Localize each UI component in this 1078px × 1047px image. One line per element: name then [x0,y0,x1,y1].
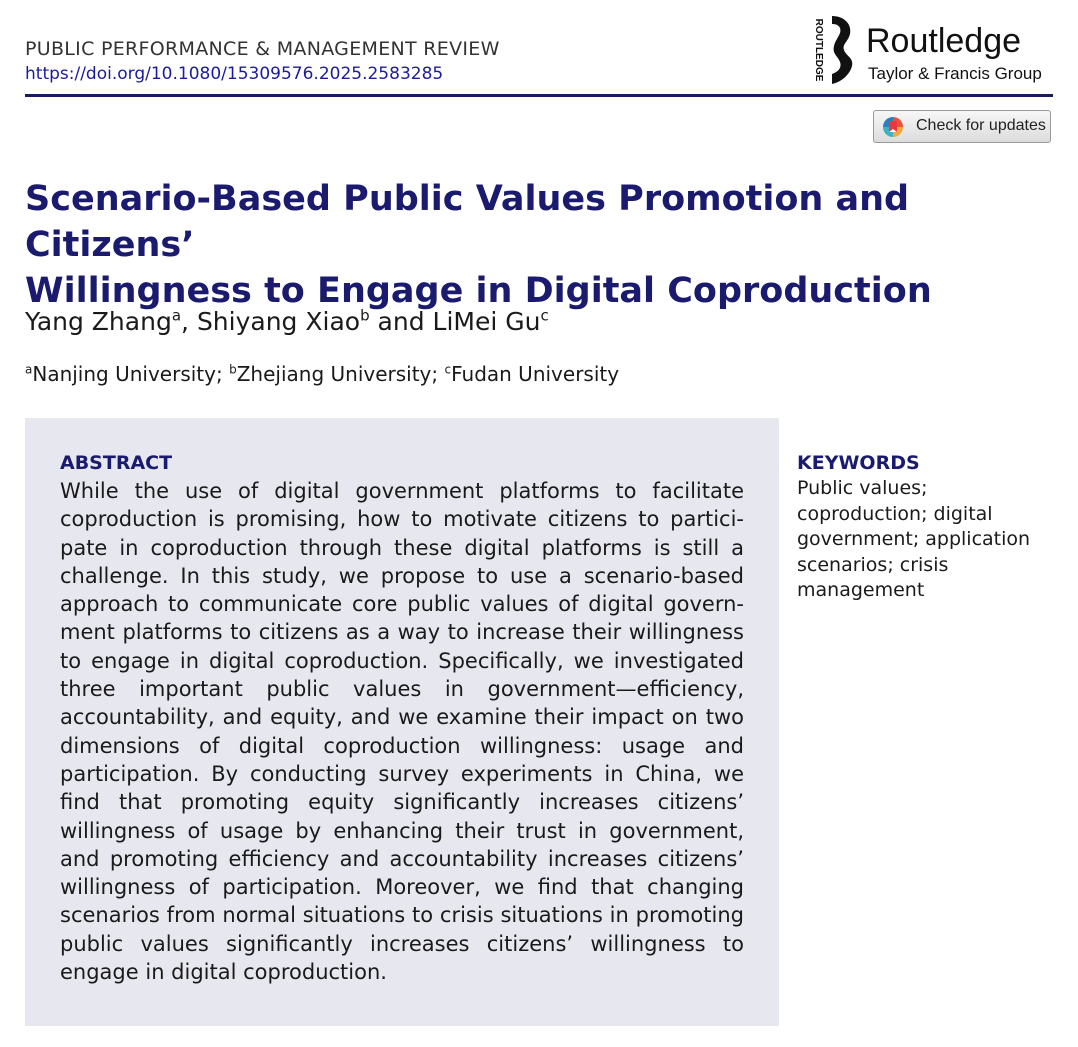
title-line-1: Scenario-Based Public Values Promotion and Citizens’ [25,179,910,265]
abstract-text: While the use of digital government platforms to facilitate coproduction is promising, how to motivate citizens to participate in coproduction through these digital platforms is still a challenge. In this study, we propose to use a scenario-based approach to communicate core public values of digital government platforms to citizens as a way to increase their willingness to engage in digital coproduction. Specifically, we investigated three important public values in government—efficiency, accountability, and equity, and we examine their impact on two dimensions of digital coproduction willingness: usage and participation. By conducting survey experiments in China, we find that promoting equity significantly increases citizens’ willingness of usage by enhancing their trust in government, and promoting efficiency and accountability increases citizens’ willingness of participation. Moreover, we find that changing scenarios from normal situations to crisis situations in promoting public values significantly increases citizens’ willingness to engage in digital coproduction. [60,479,744,985]
author-separator: , [181,307,197,336]
affiliation-mark: c [540,306,549,325]
doi-link[interactable]: https://doi.org/10.1080/15309576.2025.2583285 [25,64,444,84]
affiliation-mark: c [444,362,452,377]
affiliation-mark: a [25,362,33,377]
affiliation-name: Zhejiang University [236,362,432,386]
author-separator: and [369,307,433,336]
routledge-emblem-icon [804,12,860,88]
journal-name: PUBLIC PERFORMANCE & MANAGEMENT REVIEW [25,38,500,60]
publisher-name: Routledge [866,22,1022,60]
affiliation-mark: a [171,306,182,325]
author-name: Yang Zhang [25,307,172,336]
publisher-group: Taylor & Francis Group [868,64,1042,83]
keywords-text: Public values; coproduction; digital government; application scenarios; crisis management [797,477,1031,601]
affiliation-list [25,362,619,386]
article-title [25,176,1045,314]
affiliation-separator: ; [431,362,445,386]
publisher-logo [804,12,1059,88]
author-name: LiMei Gu [432,307,541,336]
abstract-heading: ABSTRACT [60,452,173,474]
affiliation-mark: b [229,362,237,377]
affiliation-name: Nanjing University [32,362,216,386]
affiliation-separator: ; [215,362,230,386]
affiliation-mark: b [360,306,370,325]
author-list [25,307,549,336]
svg-text:ROUTLEDGE: ROUTLEDGE [813,18,824,82]
title-line-2: Willingness to Engage in Digital Coproduction [25,271,932,311]
author-name: Shiyang Xiao [196,307,361,336]
crossmark-icon [882,116,904,138]
check-for-updates-label: Check for updates [916,117,1046,134]
affiliation-name: Fudan University [451,362,620,386]
abstract-box [25,418,779,1026]
keywords-heading: KEYWORDS [797,452,920,474]
rule-divider [25,94,1053,97]
check-for-updates-button[interactable] [873,110,1051,143]
